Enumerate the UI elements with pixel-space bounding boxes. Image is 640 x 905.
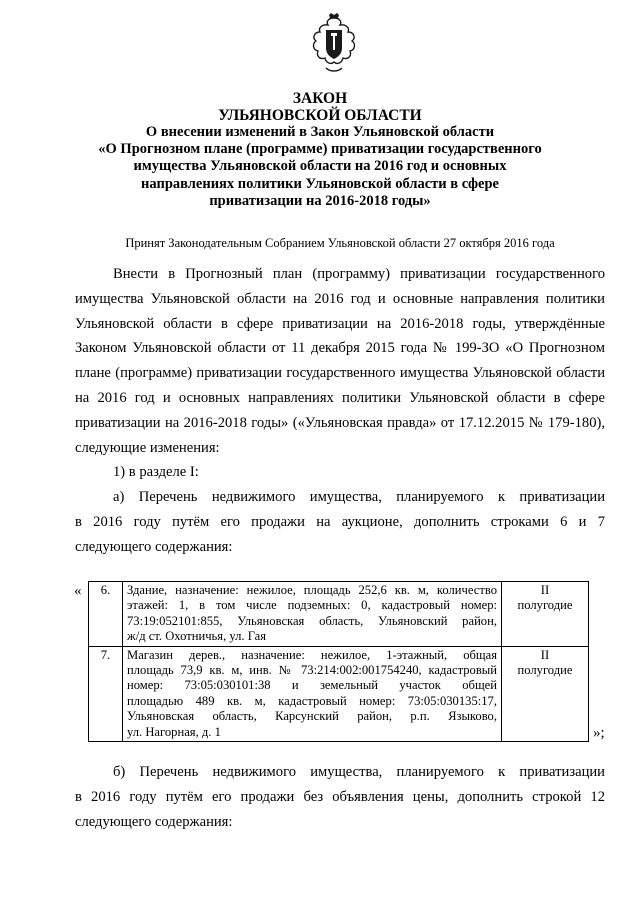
opening-quote: « — [74, 583, 82, 599]
property-table — [88, 581, 589, 742]
closing-quote: »; — [593, 725, 605, 741]
description-line: Магазин дерев., назначение: нежилое, 1-этажный, общая — [127, 647, 497, 662]
period-label: полугодие — [517, 598, 573, 613]
description-line: Ульяновская область, Карсунский район, р.п. Языково, — [127, 709, 497, 724]
item-b-paragraph — [75, 760, 605, 834]
intro-paragraph — [75, 262, 605, 560]
subtitle-line: приватизации на 2016-2018 годы» — [209, 192, 431, 209]
table-row — [89, 646, 589, 741]
text-line: в 2016 году путём его продажи на аукционе, дополнить строками 6 и 7 — [75, 513, 605, 530]
text-line: следующие изменения: — [75, 439, 220, 456]
row-number: 7. — [89, 646, 123, 741]
subtitle-line: О внесении изменений в Закон Ульяновской области — [145, 124, 495, 140]
description-line: 73:19:052101:855, Ульяновская область, Ульяновский район, — [127, 613, 497, 628]
text-line: приватизации на 2016-2018 годы» («Ульяновская правда» от 17.12.2015 № 179-180), — [75, 414, 605, 431]
description-line: ул. Нагорная, д. 1 — [127, 724, 221, 739]
row-description — [123, 646, 502, 741]
row-description — [123, 582, 502, 647]
text-line: плане (программе) приватизации государственного имущества Ульяновской области — [75, 365, 605, 382]
description-line: площадь 73,9 кв. м, инв. № 73:214:002:001754240, кадастровый — [127, 663, 497, 678]
text-line: в 2016 году путём его продажи без объявления цены, дополнить строкой 12 — [75, 788, 605, 805]
text-line: а) Перечень недвижимого имущества, планируемого к приватизации — [113, 489, 605, 506]
text-line: имущества Ульяновской области на 2016 год и основные направления политики — [75, 290, 605, 307]
region-heading: УЛЬЯНОВСКОЙ ОБЛАСТИ — [218, 107, 422, 124]
description-line: площадью 489 кв. м, кадастровый номер: 73:05:030135:17, — [127, 693, 497, 708]
description-line: ж/д ст. Охотничья, ул. Гая — [127, 629, 267, 644]
law-subtitle — [60, 124, 580, 210]
text-line: Законом Ульяновской области от 11 декабря 2015 года № 199-ЗО «О Прогнозном — [75, 340, 605, 357]
text-line: следующего содержания: — [75, 813, 233, 830]
table-row — [89, 582, 589, 647]
row-period — [502, 646, 589, 741]
text-line: следующего содержания: — [75, 538, 233, 555]
law-heading: ЗАКОН — [292, 90, 348, 107]
adoption-note: Принят Законодательным Собранием Ульяновской области 27 октября 2016 года — [125, 236, 555, 250]
description-line: номер: 73:05:030101:38 и земельный участок общей — [127, 678, 497, 693]
subtitle-line: направлениях политики Ульяновской области в сфере — [141, 175, 499, 192]
text-line: Внести в Прогнозный план (программу) приватизации государственного — [113, 266, 605, 282]
period-half: II — [540, 583, 550, 597]
subtitle-line: «О Прогнозном плане (программе) приватизации государственного — [98, 141, 542, 158]
subtitle-line: имущества Ульяновской области на 2016 год и основных — [133, 158, 507, 175]
text-line: на 2016 год и основных направлениях политики Ульяновской области в сфере — [75, 389, 605, 406]
coat-of-arms-icon — [298, 12, 370, 78]
description-line: Здание, назначение: нежилое, площадь 252,6 кв. м, количество — [127, 583, 497, 597]
row-number: 6. — [89, 582, 123, 647]
row-period — [502, 582, 589, 647]
section-heading: 1) в разделе I: — [113, 464, 199, 481]
period-half: II — [540, 647, 550, 662]
text-line: Ульяновской области в сфере приватизации на 2016-2018 годы, утверждённые — [75, 315, 605, 332]
text-line: б) Перечень недвижимого имущества, планируемого к приватизации — [113, 764, 605, 780]
description-line: этажей: 1, в том числе подземных: 0, кадастровый номер: — [127, 598, 497, 613]
period-label: полугодие — [517, 663, 573, 678]
